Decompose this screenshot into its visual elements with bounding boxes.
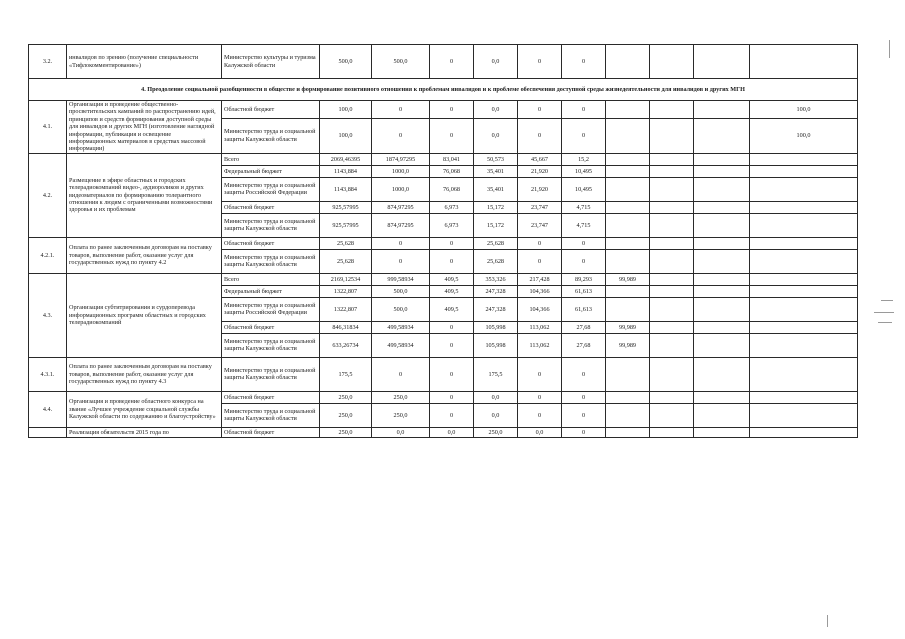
value-cell — [750, 273, 858, 285]
funding-source: Областной бюджет — [222, 391, 320, 403]
funding-source: Федеральный бюджет — [222, 285, 320, 297]
value-cell: 1000,0 — [372, 177, 430, 201]
value-cell: 104,366 — [518, 285, 562, 297]
value-cell — [694, 201, 750, 213]
table-row — [29, 237, 858, 249]
value-cell — [694, 118, 750, 153]
value-cell: 0,0 — [518, 427, 562, 437]
value-cell — [694, 333, 750, 357]
value-cell: 105,998 — [474, 333, 518, 357]
value-cell — [750, 177, 858, 201]
value-cell: 6,973 — [430, 213, 474, 237]
value-cell — [750, 357, 858, 391]
value-cell: 25,628 — [320, 237, 372, 249]
funding-source: Министерство труда и социальной защиты Российской Федерации — [222, 297, 320, 321]
funding-source: Областной бюджет — [222, 237, 320, 249]
value-cell — [694, 321, 750, 333]
value-cell — [694, 391, 750, 403]
value-cell: 10,495 — [562, 177, 606, 201]
value-cell: 23,747 — [518, 201, 562, 213]
value-cell — [606, 237, 650, 249]
value-cell: 0 — [562, 391, 606, 403]
value-cell: 61,613 — [562, 297, 606, 321]
row-name: инвалидов по зрению (получение специальности «Тифлокомментирование») — [67, 45, 222, 79]
value-cell — [650, 249, 694, 273]
value-cell — [650, 213, 694, 237]
funding-source: Министерство труда и социальной защиты Калужской области — [222, 403, 320, 427]
scan-artifact-mark — [878, 322, 892, 323]
value-cell: 0 — [430, 357, 474, 391]
value-cell: 925,57995 — [320, 201, 372, 213]
value-cell: 0 — [518, 391, 562, 403]
value-cell — [750, 285, 858, 297]
table-row — [29, 391, 858, 403]
value-cell: 0,0 — [474, 118, 518, 153]
value-cell: 113,062 — [518, 321, 562, 333]
funding-source: Министерство труда и социальной защиты Калужской области — [222, 213, 320, 237]
value-cell — [650, 321, 694, 333]
value-cell: 0,0 — [474, 403, 518, 427]
value-cell: 100,0 — [750, 118, 858, 153]
value-cell: 247,328 — [474, 297, 518, 321]
value-cell: 4,715 — [562, 201, 606, 213]
value-cell: 0 — [372, 118, 430, 153]
scan-artifact-mark — [874, 312, 894, 313]
value-cell — [650, 273, 694, 285]
program-funding-table — [28, 44, 858, 438]
table-row — [29, 101, 858, 119]
value-cell — [650, 403, 694, 427]
funding-source: Областной бюджет — [222, 427, 320, 437]
value-cell: 633,26734 — [320, 333, 372, 357]
value-cell — [694, 45, 750, 79]
value-cell: 35,401 — [474, 177, 518, 201]
value-cell: 0 — [430, 45, 474, 79]
funding-source: Всего — [222, 273, 320, 285]
funding-source: Министерство труда и социальной защиты Калужской области — [222, 357, 320, 391]
value-cell: 0,0 — [474, 101, 518, 119]
scan-artifact-mark — [881, 300, 893, 301]
value-cell — [650, 165, 694, 177]
value-cell — [694, 273, 750, 285]
value-cell — [606, 403, 650, 427]
funding-source: Федеральный бюджет — [222, 165, 320, 177]
value-cell — [650, 391, 694, 403]
value-cell: 27,68 — [562, 321, 606, 333]
value-cell — [606, 165, 650, 177]
table-row — [29, 357, 858, 391]
value-cell: 499,58934 — [372, 321, 430, 333]
value-cell: 409,5 — [430, 285, 474, 297]
value-cell: 1322,807 — [320, 285, 372, 297]
value-cell — [650, 427, 694, 437]
value-cell: 500,0 — [372, 297, 430, 321]
funding-source: Министерство труда и социальной защиты Калужской области — [222, 333, 320, 357]
value-cell — [750, 201, 858, 213]
value-cell — [694, 165, 750, 177]
value-cell — [606, 153, 650, 165]
value-cell: 1874,97295 — [372, 153, 430, 165]
value-cell — [750, 213, 858, 237]
value-cell: 0 — [518, 45, 562, 79]
value-cell: 353,326 — [474, 273, 518, 285]
value-cell — [694, 297, 750, 321]
value-cell — [750, 427, 858, 437]
value-cell: 2069,46395 — [320, 153, 372, 165]
value-cell: 21,920 — [518, 177, 562, 201]
value-cell: 0 — [562, 45, 606, 79]
section-row — [29, 79, 858, 101]
value-cell: 846,31834 — [320, 321, 372, 333]
row-name: Оплата по ранее заключенным договорам на поставку товаров, выполнение работ, оказание услуг для государственных нужд по пункту 4.2 — [67, 237, 222, 273]
value-cell: 0 — [518, 357, 562, 391]
value-cell: 104,366 — [518, 297, 562, 321]
value-cell — [694, 101, 750, 119]
row-code: 4.3.1. — [29, 357, 67, 391]
value-cell: 23,747 — [518, 213, 562, 237]
value-cell: 1143,884 — [320, 165, 372, 177]
value-cell — [650, 118, 694, 153]
value-cell: 250,0 — [372, 391, 430, 403]
value-cell: 21,920 — [518, 165, 562, 177]
value-cell — [750, 165, 858, 177]
value-cell: 0 — [430, 403, 474, 427]
value-cell: 999,58934 — [372, 273, 430, 285]
value-cell — [694, 357, 750, 391]
value-cell: 0 — [430, 391, 474, 403]
row-name: Организация и проведение общественно-просветительских кампаний по распространению идей, принципов и средств формирования доступной среды для инвалидов и других МГН (изготовление наглядной информации, публикация и освещение информационных материалов в средствах массовой информации) — [67, 101, 222, 154]
value-cell: 4,715 — [562, 213, 606, 237]
value-cell: 0,0 — [474, 45, 518, 79]
value-cell: 0 — [562, 249, 606, 273]
row-name: Организация субтитрирования и сурдоперевода информационных программ областных и городских телерадиокомпаний — [67, 273, 222, 357]
value-cell: 0 — [518, 403, 562, 427]
value-cell: 89,293 — [562, 273, 606, 285]
value-cell — [694, 403, 750, 427]
value-cell: 76,068 — [430, 177, 474, 201]
value-cell: 15,172 — [474, 201, 518, 213]
value-cell: 61,613 — [562, 285, 606, 297]
value-cell — [606, 249, 650, 273]
value-cell: 0 — [430, 237, 474, 249]
value-cell — [750, 321, 858, 333]
value-cell — [750, 45, 858, 79]
value-cell: 1322,807 — [320, 297, 372, 321]
value-cell — [650, 153, 694, 165]
value-cell — [650, 201, 694, 213]
value-cell: 25,628 — [320, 249, 372, 273]
value-cell — [606, 45, 650, 79]
value-cell: 925,57995 — [320, 213, 372, 237]
value-cell: 76,068 — [430, 165, 474, 177]
value-cell: 500,0 — [372, 45, 430, 79]
value-cell: 0 — [518, 249, 562, 273]
value-cell: 25,628 — [474, 237, 518, 249]
value-cell: 874,97295 — [372, 213, 430, 237]
value-cell: 250,0 — [320, 427, 372, 437]
row-code: 4.1. — [29, 101, 67, 154]
value-cell: 0 — [372, 101, 430, 119]
value-cell: 409,5 — [430, 273, 474, 285]
value-cell — [606, 201, 650, 213]
value-cell: 0 — [430, 249, 474, 273]
value-cell — [650, 237, 694, 249]
funding-source: Областной бюджет — [222, 201, 320, 213]
section-heading: 4. Преодоление социальной разобщенности в обществе и формирование позитивного отношения к проблемам инвалидов и к проблеме обеспечения доступной среды жизнедеятельности для инвалидов и других МГН — [29, 79, 858, 101]
value-cell: 99,989 — [606, 273, 650, 285]
value-cell: 217,428 — [518, 273, 562, 285]
value-cell: 409,5 — [430, 297, 474, 321]
value-cell — [750, 333, 858, 357]
table-row — [29, 45, 858, 79]
value-cell: 0 — [562, 237, 606, 249]
value-cell — [694, 153, 750, 165]
value-cell: 0 — [430, 333, 474, 357]
row-code: 3.2. — [29, 45, 67, 79]
value-cell — [606, 118, 650, 153]
value-cell: 99,989 — [606, 333, 650, 357]
row-code — [29, 427, 67, 437]
funding-source: Министерство труда и социальной защиты Калужской области — [222, 118, 320, 153]
value-cell — [606, 101, 650, 119]
value-cell: 0,0 — [474, 391, 518, 403]
value-cell: 100,0 — [750, 101, 858, 119]
funding-source: Министерство труда и социальной защиты Калужской области — [222, 249, 320, 273]
scan-artifact-mark — [889, 40, 890, 58]
value-cell — [694, 177, 750, 201]
value-cell — [606, 297, 650, 321]
scan-artifact-mark — [827, 615, 828, 627]
value-cell: 250,0 — [474, 427, 518, 437]
value-cell: 0,0 — [372, 427, 430, 437]
value-cell: 0 — [372, 237, 430, 249]
value-cell: 500,0 — [320, 45, 372, 79]
table-row — [29, 153, 858, 165]
value-cell: 0 — [518, 118, 562, 153]
value-cell — [606, 427, 650, 437]
value-cell: 10,495 — [562, 165, 606, 177]
value-cell: 15,172 — [474, 213, 518, 237]
value-cell: 50,573 — [474, 153, 518, 165]
value-cell: 250,0 — [372, 403, 430, 427]
value-cell — [750, 391, 858, 403]
value-cell: 247,328 — [474, 285, 518, 297]
value-cell: 0 — [562, 101, 606, 119]
value-cell — [750, 403, 858, 427]
value-cell: 0 — [562, 118, 606, 153]
value-cell: 0 — [430, 321, 474, 333]
value-cell: 250,0 — [320, 391, 372, 403]
value-cell: 0 — [562, 403, 606, 427]
value-cell: 500,0 — [372, 285, 430, 297]
value-cell: 45,667 — [518, 153, 562, 165]
value-cell: 113,062 — [518, 333, 562, 357]
value-cell — [650, 45, 694, 79]
value-cell: 874,97295 — [372, 201, 430, 213]
value-cell — [694, 213, 750, 237]
funding-source: Областной бюджет — [222, 321, 320, 333]
value-cell — [606, 357, 650, 391]
value-cell — [650, 297, 694, 321]
row-name: Реализация обязательств 2015 года по — [67, 427, 222, 437]
row-code: 4.2.1. — [29, 237, 67, 273]
value-cell — [606, 213, 650, 237]
table-row — [29, 427, 858, 437]
value-cell: 99,989 — [606, 321, 650, 333]
value-cell — [694, 237, 750, 249]
value-cell — [650, 177, 694, 201]
row-code: 4.3. — [29, 273, 67, 357]
value-cell — [750, 249, 858, 273]
value-cell: 0 — [372, 249, 430, 273]
value-cell: 35,401 — [474, 165, 518, 177]
value-cell — [694, 427, 750, 437]
value-cell — [650, 357, 694, 391]
value-cell: 6,973 — [430, 201, 474, 213]
value-cell: 0 — [518, 101, 562, 119]
value-cell: 0,0 — [430, 427, 474, 437]
value-cell: 499,58934 — [372, 333, 430, 357]
value-cell: 0 — [430, 101, 474, 119]
row-code: 4.2. — [29, 153, 67, 237]
value-cell — [694, 285, 750, 297]
value-cell: 2169,12534 — [320, 273, 372, 285]
value-cell: 100,0 — [320, 101, 372, 119]
value-cell: 25,628 — [474, 249, 518, 273]
row-name: Организация и проведение областного конкурса на звание «Лучшее учреждение социальной службы Калужской области по содержанию и благоустройству» — [67, 391, 222, 427]
value-cell: 27,68 — [562, 333, 606, 357]
value-cell: 83,041 — [430, 153, 474, 165]
value-cell: 15,2 — [562, 153, 606, 165]
value-cell — [650, 101, 694, 119]
value-cell — [750, 297, 858, 321]
value-cell: 0 — [430, 118, 474, 153]
value-cell — [650, 285, 694, 297]
value-cell — [694, 249, 750, 273]
row-name: Размещение в эфире областных и городских телерадиокомпаний видео-, аудиороликов и других видеоматериалов по формированию толерантного отношения к людям с ограниченными возможностями здоровья и их проблемам — [67, 153, 222, 237]
value-cell — [606, 391, 650, 403]
value-cell: 1000,0 — [372, 165, 430, 177]
value-cell: 0 — [562, 427, 606, 437]
value-cell — [650, 333, 694, 357]
value-cell: 1143,884 — [320, 177, 372, 201]
value-cell — [750, 153, 858, 165]
value-cell: 250,0 — [320, 403, 372, 427]
value-cell — [606, 285, 650, 297]
table-row — [29, 273, 858, 285]
value-cell: 100,0 — [320, 118, 372, 153]
value-cell: 175,5 — [474, 357, 518, 391]
funding-source: Министерство культуры и туризма Калужской области — [222, 45, 320, 79]
funding-source: Всего — [222, 153, 320, 165]
value-cell: 0 — [372, 357, 430, 391]
funding-source: Областной бюджет — [222, 101, 320, 119]
value-cell: 105,998 — [474, 321, 518, 333]
row-name: Оплата по ранее заключенным договорам на поставку товаров, выполнение работ, оказание услуг для государственных нужд по пункту 4.3 — [67, 357, 222, 391]
row-code: 4.4. — [29, 391, 67, 427]
funding-source: Министерство труда и социальной защиты Российской Федерации — [222, 177, 320, 201]
value-cell — [606, 177, 650, 201]
value-cell: 0 — [518, 237, 562, 249]
value-cell: 0 — [562, 357, 606, 391]
value-cell: 175,5 — [320, 357, 372, 391]
value-cell — [750, 237, 858, 249]
